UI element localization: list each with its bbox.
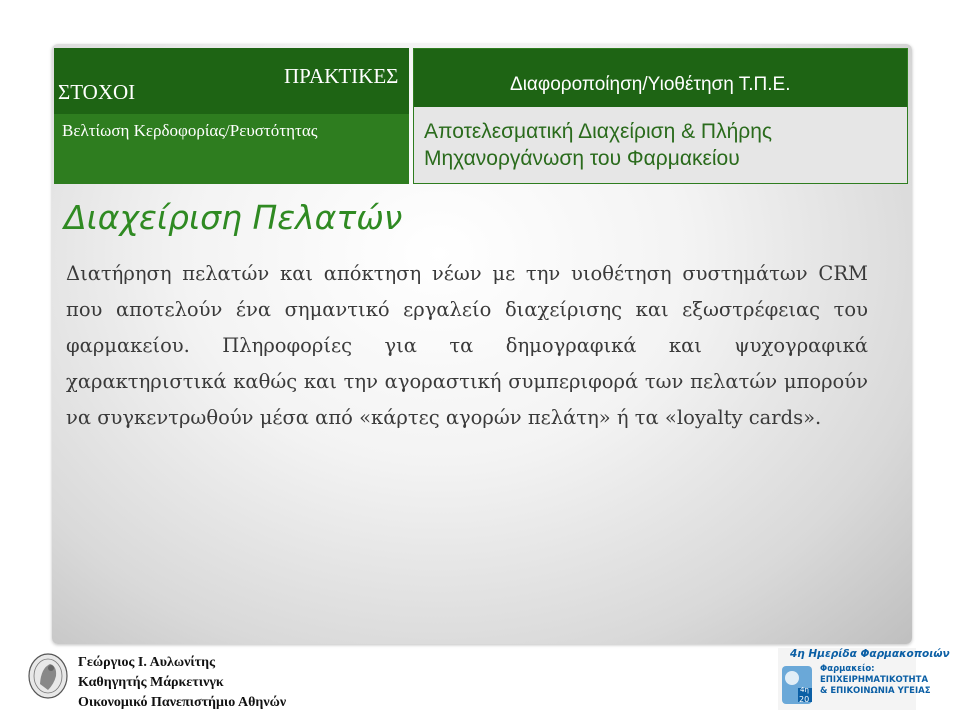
event-badge-number: 4η <box>800 686 809 694</box>
event-badge-year: 20 <box>799 695 810 704</box>
practices-label: ΠΡΑΚΤΙΚΕΣ <box>284 64 399 88</box>
practice-text: Αποτελεσματική Διαχείριση & Πλήρης Μηχανοργάνωση του Φαρμακείου <box>424 120 773 170</box>
author-university: Οικονομικό Πανεπιστήμιο Αθηνών <box>78 695 287 710</box>
university-seal-icon <box>26 646 70 710</box>
event-line-2: ΕΠΙΧΕΙΡΗΜΑΤΙΚΟΤΗΤΑ <box>820 675 929 685</box>
event-title: 4η Ημερίδα Φαρμακοποιών <box>790 648 950 660</box>
author-block <box>78 653 286 713</box>
event-line-3: & ΕΠΙΚΟΙΝΩΝΙΑ ΥΓΕΙΑΣ <box>820 686 931 696</box>
slide-title: Διαχείριση Πελατών <box>64 198 403 237</box>
event-logo <box>778 648 950 710</box>
author-role: Καθηγητής Μάρκετινγκ <box>78 675 224 690</box>
slide-body-text: Διατήρηση πελατών και απόκτηση νέων με την υιοθέτηση συστημάτων CRM που αποτελούν ένα σημαντικό εργαλείο διαχείρισης και εξωστρέφειας του φαρμακείου. Πληροφορίες για τα δημογραφικά και ψυχογραφικά χαρακτηριστικά καθώς και την αγοραστική συμπεριφορά των πελατών μπορούν να συγκεντρωθούν μέσα από «κάρτες αγορών πελάτη» ή τα «loyalty cards». <box>66 262 868 429</box>
differentiation-label: Διαφοροποίηση/Υιοθέτηση Τ.Π.Ε. <box>510 74 791 95</box>
goals-label: ΣΤΟΧΟΙ <box>58 80 136 104</box>
goal-text: Βελτίωση Κερδοφορίας/Ρευστότητας <box>62 121 318 140</box>
event-line-1: Φαρμακείο: <box>820 664 875 674</box>
event-badge-icon <box>780 662 816 708</box>
author-name: Γεώργιος Ι. Αυλωνίτης <box>78 655 215 670</box>
event-subtitle <box>820 664 931 697</box>
